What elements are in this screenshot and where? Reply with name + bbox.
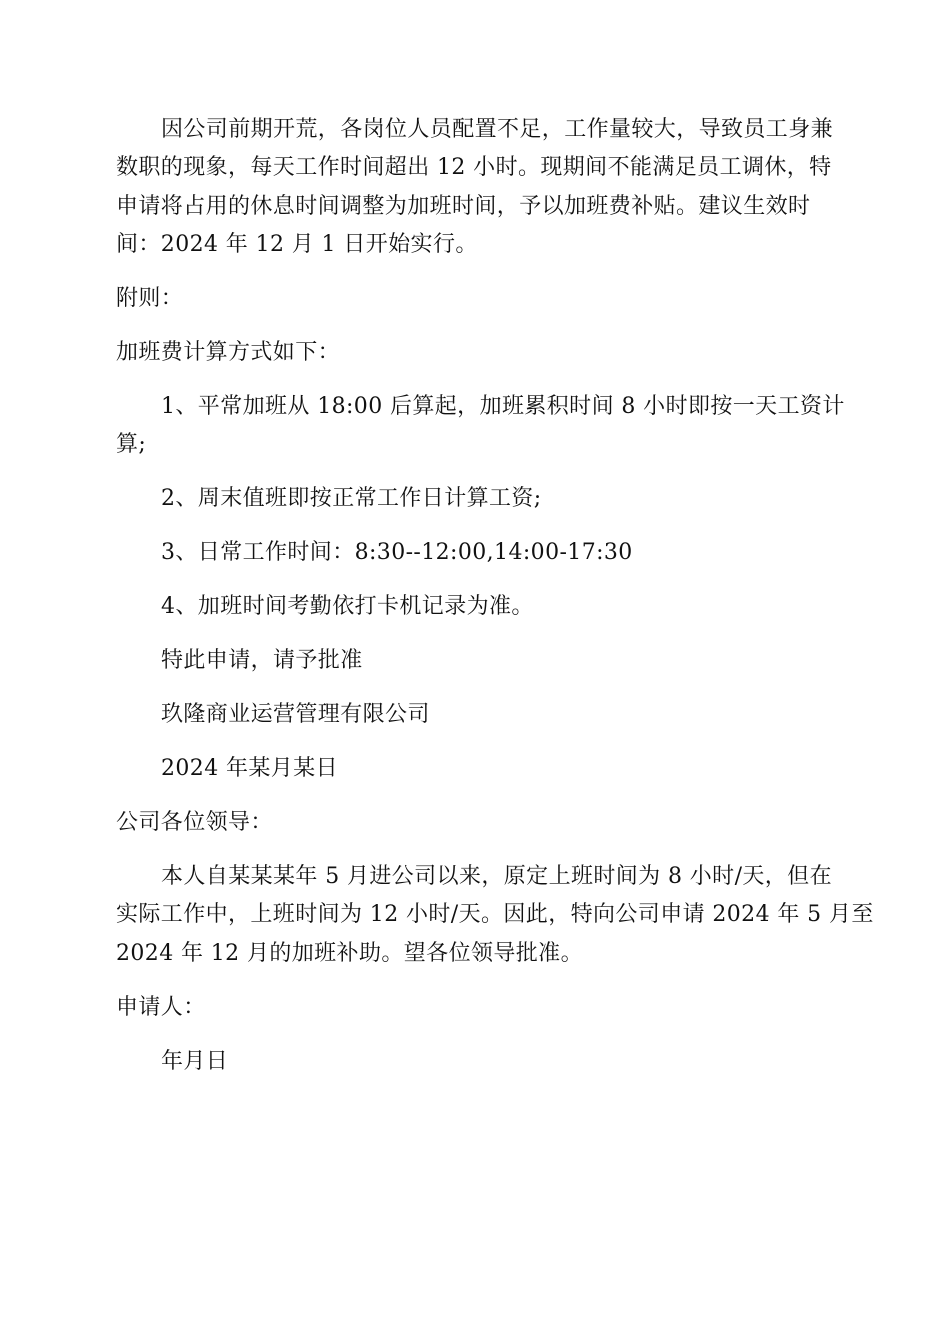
intro-paragraph-line: 数职的现象，每天工作时间超出 12 小时。现期间不能满足员工调休，特: [116, 155, 832, 180]
second-paragraph-line: 本人自某某某年 5 月进公司以来，原定上班时间为 8 小时/天，但在: [161, 864, 832, 889]
intro-paragraph-line: 因公司前期开荒，各岗位人员配置不足，工作量较大，导致员工身兼: [161, 117, 834, 142]
rule-item: 4、加班时间考勤依打卡机记录为准。: [161, 594, 534, 619]
company-name: 玖隆商业运营管理有限公司: [161, 702, 430, 727]
intro-paragraph-line: 间：2024 年 12 月 1 日开始实行。: [116, 232, 478, 257]
rule-item: 1、平常加班从 18:00 后算起，加班累积时间 8 小时即按一天工资计: [161, 394, 845, 419]
second-paragraph-line: 实际工作中，上班时间为 12 小时/天。因此，特向公司申请 2024 年 5 月至: [116, 902, 874, 927]
applicant-label: 申请人：: [116, 995, 206, 1020]
intro-paragraph-line: 申请将占用的休息时间调整为加班时间，予以加班费补贴。建议生效时: [116, 194, 811, 219]
rule-item-continuation: 算;: [116, 432, 147, 457]
date-line: 2024 年某月某日: [161, 756, 338, 781]
rule-item: 2、周末值班即按正常工作日计算工资;: [161, 486, 542, 511]
calc-method-heading: 加班费计算方式如下：: [116, 340, 341, 365]
signature-date: 年月日: [161, 1049, 229, 1074]
rule-item: 3、日常工作时间：8:30--12:00,14:00-17:30: [161, 540, 633, 565]
appendix-heading: 附则：: [116, 286, 184, 311]
closing-request: 特此申请，请予批准: [161, 648, 363, 673]
second-paragraph-line: 2024 年 12 月的加班补助。望各位领导批准。: [116, 941, 583, 966]
salutation: 公司各位领导：: [116, 810, 273, 835]
